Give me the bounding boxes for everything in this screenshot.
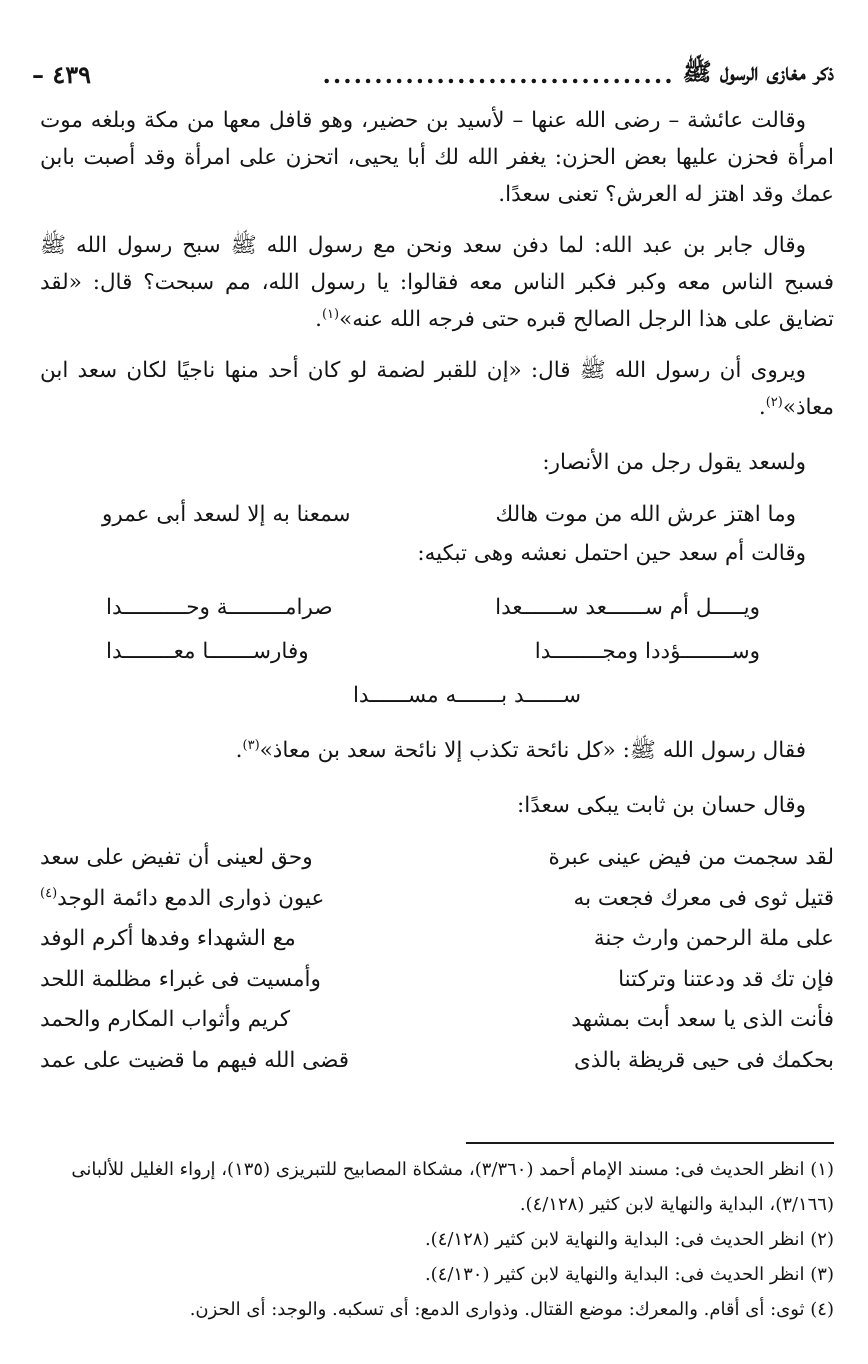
poem-line (40, 1000, 834, 1041)
poem-first-hemistich: قتيل ثوى فى معرك فجعت به (573, 885, 834, 911)
header-leader-dots: .................................. (322, 59, 675, 89)
poem-second-hemistich-text: عيون ذوارى الدمع دائمة الوجد (57, 885, 325, 911)
poem-line (40, 838, 834, 879)
hassan-poem (40, 838, 834, 1081)
poem-second-hemistich-text: كريم وأثواب المكارم والحمد (40, 1007, 291, 1032)
elegy-line-1 (40, 586, 834, 630)
paragraph-grave: ويروى أن رسول الله ﷺ قال: «إن للقبر لضمة لو كان أحد منها ناجيًا لكان سعد ابن معاذ»$^{(٢)}$. (40, 358, 834, 420)
paragraph-aisha: وقالت عائشة – رضى الله عنها – لأسيد بن حضير، وهو قافل معها من مكة وبلغه موت امرأة فحزن عليها بعض الحزن: يغفر الله لك أبا يحيى، اتحزن على امرأة وقد أصبت بابن عمك وقد اهتز له العرش؟ تعنى سعدًا. (40, 108, 834, 207)
poem-second-hemistich (40, 960, 445, 1001)
poem-first-hemistich: فإن تك قد ودعتنا وتركتنا (618, 966, 834, 992)
poem-second-hemistich-text: وأمسيت فى غبراء مظلمة اللحد (40, 966, 321, 992)
footnote-3: (٣) انظر الحديث فى: البداية والنهاية لابن كثير (٤/١٣٠). (424, 1264, 834, 1285)
footnote-ref-1: (١) (321, 306, 340, 322)
footnote-ref-3: (٣) (242, 737, 260, 753)
page-number: ٤٣٩ – (32, 59, 92, 89)
footnote-2: (٢) انظر الحديث فى: البداية والنهاية لابن كثير (٤/١٢٨). (424, 1229, 834, 1250)
poem-second-hemistich (40, 879, 445, 920)
footnote-4: (٤) ثوى: أى أقام. والمعرك: موضع القتال. وذوارى الدمع: أى تسكبه. والوجد: أى الحزن. (189, 1299, 834, 1320)
paragraph-umm-saad-intro: وقالت أم سعد حين احتمل نعشه وهى تبكيه: (417, 541, 806, 566)
elegy-line-2 (40, 630, 834, 674)
footnote-separator (466, 1142, 834, 1144)
running-header (32, 56, 834, 92)
poem-second-hemistich-text: وحق لعينى أن تفيض على سعد (40, 845, 313, 870)
poem-line (40, 919, 834, 960)
elegy-hemistich: صرامـــــــــة وحــــــــــدا (106, 595, 333, 620)
paragraph-ansari-intro: ولسعد يقول رجل من الأنصار: (542, 450, 806, 475)
verse-ansari (40, 495, 834, 535)
elegy-hemistich: وســــــــؤددا ومجــــــــدا (534, 639, 760, 664)
main-text (40, 102, 834, 1081)
poem-second-hemistich (40, 919, 445, 960)
paragraph-jabir: وقال جابر بن عبد الله: لما دفن سعد ونحن مع رسول الله ﷺ سبح رسول الله ﷺ فسبح الناس معه وكبر فكبر الناس معه فقالوا: يا رسول الله، مم سبحت؟ قال: «لقد تضايق على هذا الرجل الصالح قبره حتى فرجه الله عنه»$^{(١)}$. (40, 233, 834, 332)
poem-second-hemistich (40, 1000, 445, 1041)
elegy-hemistich: ويـــــل أم ســــــعد ســــــعدا (495, 595, 760, 620)
elegy-hemistich: وفارســـــــا معــــــــدا (106, 639, 309, 664)
poem-second-hemistich-text: مع الشهداء وفدها أكرم الوفد (40, 926, 296, 951)
poem-first-hemistich: فأنت الذى يا سعد أبت بمشهد (571, 1007, 834, 1032)
paragraph-hassan-intro: وقال حسان بن ثابت يبكى سعدًا: (517, 793, 806, 818)
footnote-ref-2: (٢) (765, 394, 783, 410)
poem-line (40, 1041, 834, 1082)
paragraph-prophet-saying-text: فقال رسول الله ﷺ: «كل نائحة تكذب إلا نائحة سعد بن معاذ» (259, 738, 806, 763)
poem-line (40, 879, 834, 920)
verse-second-hemistich: سمعنا به إلا لسعد أبى عمرو (102, 502, 351, 527)
footnote-ref-4: (٤) (40, 885, 58, 901)
poem-line (40, 960, 834, 1001)
paragraph-prophet-saying: فقال رسول الله ﷺ: «كل نائحة تكذب إلا نائحة سعد بن معاذ»$^{(٣)}$. (235, 737, 806, 763)
poem-second-hemistich-text: قضى الله فيهم ما قضيت على عمد (40, 1047, 350, 1073)
footnote-1: (١) انظر الحديث فى: مسند الإمام أحمد (٣/٣٦٠)، مشكاة المصابيح للتبريزى (١٣٥)، إرواء الغليل للألبانى (٣/١٦٦)، البداية والنهاية لابن كثير (٤/١٢٨). (71, 1159, 834, 1215)
poem-first-hemistich: على ملة الرحمن وارث جنة (593, 926, 834, 951)
poem-second-hemistich (40, 838, 445, 879)
chapter-title: ذكر مغازى الرسول ﷺ (682, 56, 834, 86)
poem-first-hemistich: بحكمك فى حيى قريظة بالذى (573, 1047, 834, 1073)
footnotes (40, 1152, 834, 1327)
verse-first-hemistich: وما اهتز عرش الله من موت هالك (495, 502, 796, 527)
poem-first-hemistich: لقد سجمت من فيض عينى عبرة (548, 845, 834, 870)
poem-second-hemistich (40, 1041, 445, 1082)
elegy-line-3: ســــــد بـــــــه مســــــدا (352, 683, 582, 708)
paragraph-jabir-text: وقال جابر بن عبد الله: لما دفن سعد ونحن مع رسول الله ﷺ سبح رسول الله ﷺ فسبح الناس معه وكبر فكبر الناس معه فقالوا: يا رسول الله، مم سبحت؟ قال: «لقد تضايق على هذا الرجل الصالح قبره حتى فرجه الله عنه» (40, 233, 834, 332)
paragraph-grave-text: ويروى أن رسول الله ﷺ قال: «إن للقبر لضمة لو كان أحد منها ناجيًا لكان سعد ابن معاذ» (40, 358, 834, 420)
